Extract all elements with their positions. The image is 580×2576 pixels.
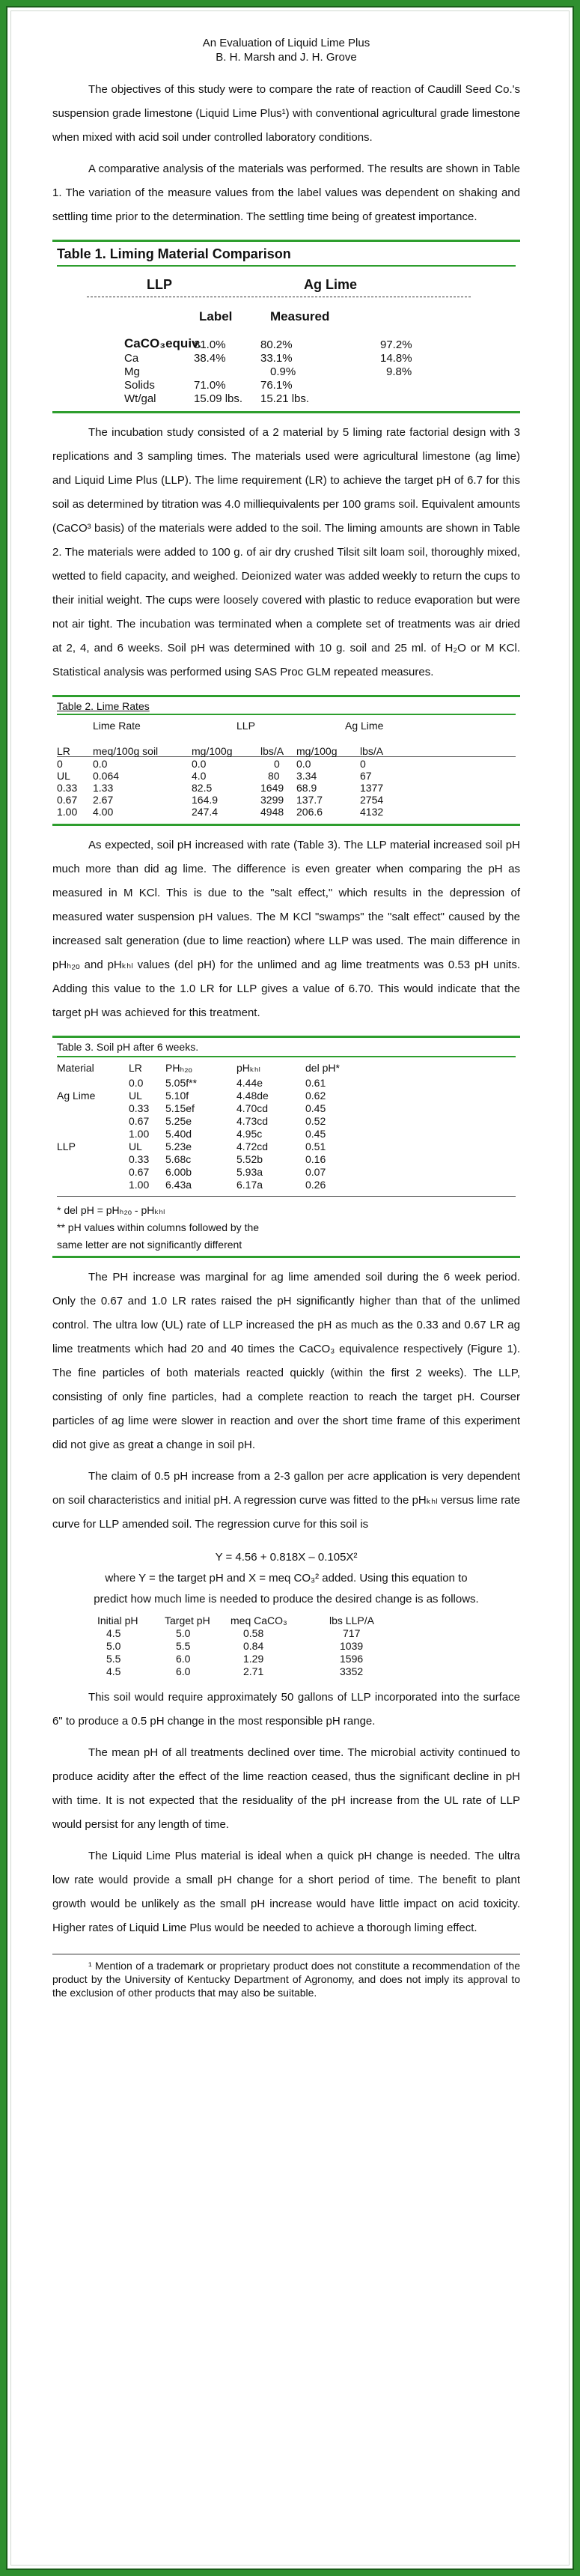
table-cell: 0 — [57, 758, 63, 770]
table-cell: 82.5 — [192, 782, 213, 794]
table-2-group-ag: Ag Lime — [345, 720, 384, 732]
paragraph-requirement: This soil would require approximately 50 gallons of LLP incorporated into the surface 6" to produce a 0.5 pH change in the most responsible pH range. — [52, 1691, 520, 1728]
table-row — [57, 794, 516, 806]
table-cell: 2754 — [360, 794, 384, 806]
table-cell: 4.70cd — [236, 1102, 269, 1114]
table-row — [57, 1090, 516, 1102]
table-row — [57, 392, 516, 405]
table-3-title: Table 3. Soil pH after 6 weeks. — [57, 1041, 199, 1053]
table-row — [57, 1128, 516, 1140]
table-cell: 0.52 — [305, 1115, 326, 1127]
table-header-cell: lbs/A — [260, 745, 284, 757]
table-cell: 33.1% — [260, 352, 293, 365]
table-cell: 0.064 — [93, 770, 120, 782]
table-cell: 5.0 — [106, 1640, 121, 1652]
table-cell: 4.44e — [236, 1077, 263, 1089]
table-3-header — [57, 1057, 516, 1077]
table-header-cell: lbs/A — [360, 745, 384, 757]
table-1-sub-label: Label — [199, 309, 233, 323]
table-row — [57, 365, 516, 378]
table-cell: UL — [57, 770, 70, 782]
table-header-cell: Material — [57, 1062, 94, 1074]
table-header — [52, 1614, 520, 1627]
regression-equation: Y = 4.56 + 0.818X – 0.105X² — [215, 1551, 358, 1564]
table-cell: 4.95c — [236, 1128, 263, 1140]
table-1-liming-comparison — [52, 240, 520, 413]
document-body — [52, 36, 520, 1999]
table-cell: 80.2% — [260, 338, 293, 351]
table-cell: 2.67 — [93, 794, 114, 806]
table-header-cell: Target pH — [165, 1614, 210, 1626]
table-cell: 4.0 — [192, 770, 207, 782]
table-cell: 1039 — [340, 1640, 364, 1652]
table-cell: 14.8% — [380, 352, 412, 365]
table-cell-name: Mg — [124, 365, 140, 378]
table-cell: 5.05f** — [165, 1077, 198, 1089]
table-cell: 137.7 — [296, 794, 323, 806]
table-cell: 76.1% — [260, 379, 293, 392]
table-cell: 4.5 — [106, 1627, 121, 1639]
table-cell: 5.68c — [165, 1153, 192, 1165]
table-cell: 0.0 — [192, 758, 207, 770]
table-cell-name: Ca — [124, 352, 139, 365]
table-cell: 0.33 — [129, 1153, 150, 1165]
table-header-cell: Initial pH — [97, 1614, 138, 1626]
table-row — [57, 1115, 516, 1128]
table-cell: 0.67 — [129, 1166, 150, 1178]
paragraph-analysis: A comparative analysis of the materials was performed. The results are shown in Table 1. The variation of the measure values from the label values was dependent on shaking and settling time prior to the determination. The settling time being of greatest importance. — [52, 162, 520, 223]
table-header-cell: lbs LLP/A — [329, 1614, 374, 1626]
table-cell: Ag Lime — [57, 1090, 96, 1102]
table-cell: 0.33 — [129, 1102, 150, 1114]
table-cell: 0.0 — [129, 1077, 144, 1089]
table-header-cell: pHₖₕₗ — [236, 1062, 260, 1074]
table-cell: 0.07 — [305, 1166, 326, 1178]
table-cell: 1377 — [360, 782, 384, 794]
table-header-cell: LR — [57, 745, 70, 757]
table-cell: 5.23e — [165, 1140, 192, 1152]
table-cell: 6.0 — [176, 1653, 191, 1665]
table-3-note: same letter are not significantly different — [57, 1239, 242, 1251]
table-2-lime-rates — [52, 695, 520, 826]
document-authors: B. H. Marsh and J. H. Grove — [216, 51, 357, 64]
table-cell: 164.9 — [192, 794, 219, 806]
table-2-group-header — [57, 715, 516, 738]
table-2-group-llp: LLP — [236, 720, 255, 732]
table-cell: 1596 — [340, 1653, 364, 1665]
table-cell: 5.5 — [106, 1653, 121, 1665]
table-1-col-ag-lime: Ag Lime — [304, 277, 358, 292]
table-cell: 15.21 lbs. — [260, 392, 310, 405]
table-cell: 4132 — [360, 806, 384, 818]
table-cell: 0.9% — [270, 365, 296, 378]
table-cell: 5.5 — [176, 1640, 191, 1652]
table-cell: 0.33 — [57, 782, 78, 794]
paragraph-regression: The claim of 0.5 pH increase from a 2-3 gallon per acre application is very dependent on soil characteristics and initial pH. A regression curve was fitted to the pHₖₕₗ versus lime rate curve for LLP amended soil. The regression curve for this soil is — [52, 1470, 520, 1531]
table-cell: 68.9 — [296, 782, 317, 794]
table-cell: 0.58 — [243, 1627, 264, 1639]
table-cell: 1.29 — [243, 1653, 264, 1665]
table-cell: 0.0 — [296, 758, 311, 770]
table-cell-name: Wt/gal — [124, 392, 156, 405]
table-header-cell: meq CaCO₃ — [231, 1614, 287, 1626]
table-1-rows — [57, 338, 516, 405]
table-row — [57, 806, 516, 818]
table-cell: 1.00 — [57, 806, 78, 818]
table-3-notes — [57, 1196, 516, 1251]
table-cell: 0.67 — [129, 1115, 150, 1127]
table-header-cell: mg/100g — [192, 745, 233, 757]
table-row — [57, 1166, 516, 1179]
table-header-cell: LR — [129, 1062, 142, 1074]
table-cell: 6.43a — [165, 1179, 192, 1191]
table-header-cell: mg/100g — [296, 745, 338, 757]
table-2-title: Table 2. Lime Rates — [57, 700, 150, 712]
table-1-title: Table 1. Liming Material Comparison — [57, 246, 291, 261]
document-title: An Evaluation of Liquid Lime Plus — [202, 37, 370, 49]
table-3-soil-ph — [52, 1036, 520, 1258]
table-cell: 5.0 — [176, 1627, 191, 1639]
table-header-cell: del pH* — [305, 1062, 340, 1074]
table-cell: 5.25e — [165, 1115, 192, 1127]
table-cell: 0 — [274, 758, 280, 770]
table-cell: UL — [129, 1090, 142, 1102]
table-cell: 1649 — [260, 782, 284, 794]
table-cell: 80 — [268, 770, 280, 782]
paragraph-incubation: The incubation study consisted of a 2 material by 5 liming rate factorial design with 3 replications and 3 sampling times. The materials used were agricultural limestone (ag lime) and Liquid Lime Plus (LLP). The lime requirement (LR) to achieve the target pH of 6.7 for this soil as determined by titration was 4.0 milliequivalents per 100 grams soil. Equivalent amounts (CaCO³ basis) of the materials were added to the soil. The liming amounts are shown in Table 2. The materials were added to 100 g. of air dry crushed Tilsit silt loam soil, thoroughly mixed, wetted to field capacity, and weighed. Deionized water was added weekly to return the cups to their initial weight. The cups were loosely covered with plastic to reduce evaporation but were not air tight. The incubation was terminated when a complete set of treatments was air dried at 2, 4, and 6 weeks. Soil pH was determined with 10 g. soil and 25 ml. of H₂O or M KCl. Statistical analysis was performed using SAS Proc GLM repeated measures. — [52, 426, 520, 678]
table-cell: UL — [129, 1140, 142, 1152]
table-3-note: * del pH = pHₕ₂ₒ - pHₖₕₗ — [57, 1204, 165, 1216]
table-cell-name: CaCO₃equiv. — [124, 336, 201, 350]
table-cell: 0.26 — [305, 1179, 326, 1191]
table-cell: 3299 — [260, 794, 284, 806]
table-header-cell: PHₕ₂ₒ — [165, 1062, 192, 1074]
paragraph-decline: The mean pH of all treatments declined over time. The microbial activity continued to produce acidity after the effect of the lime reaction ceased, thus the significant decline in pH with time. It is not expected that the residuality of the pH increase from the UL rate of LLP would persist for any length of time. — [52, 1746, 520, 1831]
table-cell: 1.00 — [129, 1179, 150, 1191]
table-cell: 5.40d — [165, 1128, 192, 1140]
table-row — [57, 1102, 516, 1115]
table-cell: 4948 — [260, 806, 284, 818]
table-row — [52, 1640, 520, 1653]
table-cell: 15.09 lbs. — [194, 392, 243, 405]
table-cell: 5.10f — [165, 1090, 189, 1102]
table-cell: 4.73cd — [236, 1115, 269, 1127]
table-row — [57, 1153, 516, 1166]
table-row — [57, 782, 516, 794]
table-cell: 0.61 — [305, 1077, 326, 1089]
table-cell: 9.8% — [386, 365, 412, 378]
table-cell: 0.62 — [305, 1090, 326, 1102]
table-cell: 5.52b — [236, 1153, 263, 1165]
table-cell: 717 — [343, 1627, 361, 1639]
table-cell: 0.67 — [57, 794, 78, 806]
table-cell: 4.00 — [93, 806, 114, 818]
table-row — [57, 770, 516, 782]
paragraph-conclusion: The Liquid Lime Plus material is ideal when a quick pH change is needed. The ultra low rate would provide a small pH change for a short period of time. The benefit to plant growth would be unlikely as the small pH increase would have little impact on acid toxicity. Higher rates of Liquid Lime Plus would be needed to achieve a thorough liming effect. — [52, 1850, 520, 1934]
table-2-group-rate: Lime Rate — [93, 720, 141, 732]
table-row — [52, 1653, 520, 1665]
table-cell: 247.4 — [192, 806, 219, 818]
table-cell: 67 — [360, 770, 372, 782]
paragraph-ph-increase: The PH increase was marginal for ag lime amended soil during the 6 week period. Only the 0.67 and 1.0 LR rates raised the pH significantly higher than that of the unlimed control. The ultra low (UL) rate of LLP increased the pH as much as the 0.33 and 0.67 LR ag lime treatments which had 20 and 40 times the CaCO₃ equivalence respectively (Figure 1). The fine particles of both materials reacted quickly (within the first 2 weeks). The LLP, consisting of only fine particles, had a complete reaction to reach the target pH. Courser particles of ag lime were slower in reaction and over the short time frame of this experiment did not give as great a change in soil pH. — [52, 1271, 520, 1451]
table-cell: 4.5 — [106, 1665, 121, 1677]
table-cell: 0 — [360, 758, 366, 770]
table-cell: 0.45 — [305, 1128, 326, 1140]
table-cell: 81.0% — [194, 338, 226, 351]
table-1-col-llp: LLP — [147, 277, 172, 292]
table-cell: 6.00b — [165, 1166, 192, 1178]
table-cell: 38.4% — [194, 352, 226, 365]
table-cell: 4.72cd — [236, 1140, 269, 1152]
table-cell: 2.71 — [243, 1665, 264, 1677]
table-cell: 4.48de — [236, 1090, 269, 1102]
paragraph-objectives: The objectives of this study were to compare the rate of reaction of Caudill Seed Co.'s suspension grade limestone (Liquid Lime Plus¹) with conventional agricultural grade limestone when mixed with acid soil under controlled laboratory conditions. — [52, 83, 520, 144]
paragraph-results: As expected, soil pH increased with rate (Table 3). The LLP material increased soil pH much more than did ag lime. The difference is even greater when comparing the pH as measured in M KCl. This is due to the "salt effect," which results in the depression of measured water suspension pH values. The M KCl "swamps" the "salt effect" caused by the increased salt generation (due to lime reaction) where LLP was used. The main difference in pHₕ₂ₒ and pHₖₕₗ values (del pH) for the unlimed and ag lime treatments was 0.53 pH units. Adding this value to the 1.0 LR for LLP gives a value of 6.70. This would indicate that the target pH was achieved for this treatment. — [52, 839, 520, 1019]
table-row — [52, 1627, 520, 1640]
table-cell: 0.51 — [305, 1140, 326, 1152]
table-cell: 0.16 — [305, 1153, 326, 1165]
table-row — [52, 1665, 520, 1678]
table-cell: 5.93a — [236, 1166, 263, 1178]
table-row — [57, 1077, 516, 1090]
table-row — [57, 338, 516, 351]
table-row — [57, 1179, 516, 1191]
table-cell: 0.45 — [305, 1102, 326, 1114]
table-1-group-header — [57, 267, 516, 297]
table-cell: 97.2% — [380, 338, 412, 351]
table-3-note: ** pH values within columns followed by the — [57, 1221, 260, 1233]
table-cell: 1.33 — [93, 782, 114, 794]
table-1-sub-header — [57, 297, 516, 330]
table-row — [57, 351, 516, 365]
table-row — [57, 378, 516, 392]
lime-calculation-table — [52, 1614, 520, 1678]
table-cell: 6.17a — [236, 1179, 263, 1191]
table-cell: 3.34 — [296, 770, 317, 782]
table-cell: 3352 — [340, 1665, 364, 1677]
table-cell: 5.15ef — [165, 1102, 195, 1114]
table-cell: 0.0 — [93, 758, 108, 770]
table-1-sub-measured: Measured — [270, 309, 330, 323]
table-cell: 206.6 — [296, 806, 323, 818]
table-row — [57, 1140, 516, 1153]
table-cell: 1.00 — [129, 1128, 150, 1140]
table-row — [57, 758, 516, 770]
equation-note: where Y = the target pH and X = meq CO₃² added. Using this equation to — [105, 1572, 468, 1585]
table-cell: 71.0% — [194, 379, 226, 392]
table-cell: 6.0 — [176, 1665, 191, 1677]
table-2-col-header — [57, 738, 516, 756]
equation-note: predict how much lime is needed to produce the desired change is as follows. — [94, 1593, 479, 1606]
table-cell: 0.84 — [243, 1640, 264, 1652]
table-header-cell: meq/100g soil — [93, 745, 159, 757]
footnote-disclaimer: ¹ Mention of a trademark or proprietary product does not constitute a recommendation of the product by the University of Kentucky Department of Agronomy, and does not imply its approval to the exclusion of other products that may also be suitable. — [52, 1954, 520, 1999]
table-cell: LLP — [57, 1140, 76, 1152]
table-cell-name: Solids — [124, 379, 155, 392]
